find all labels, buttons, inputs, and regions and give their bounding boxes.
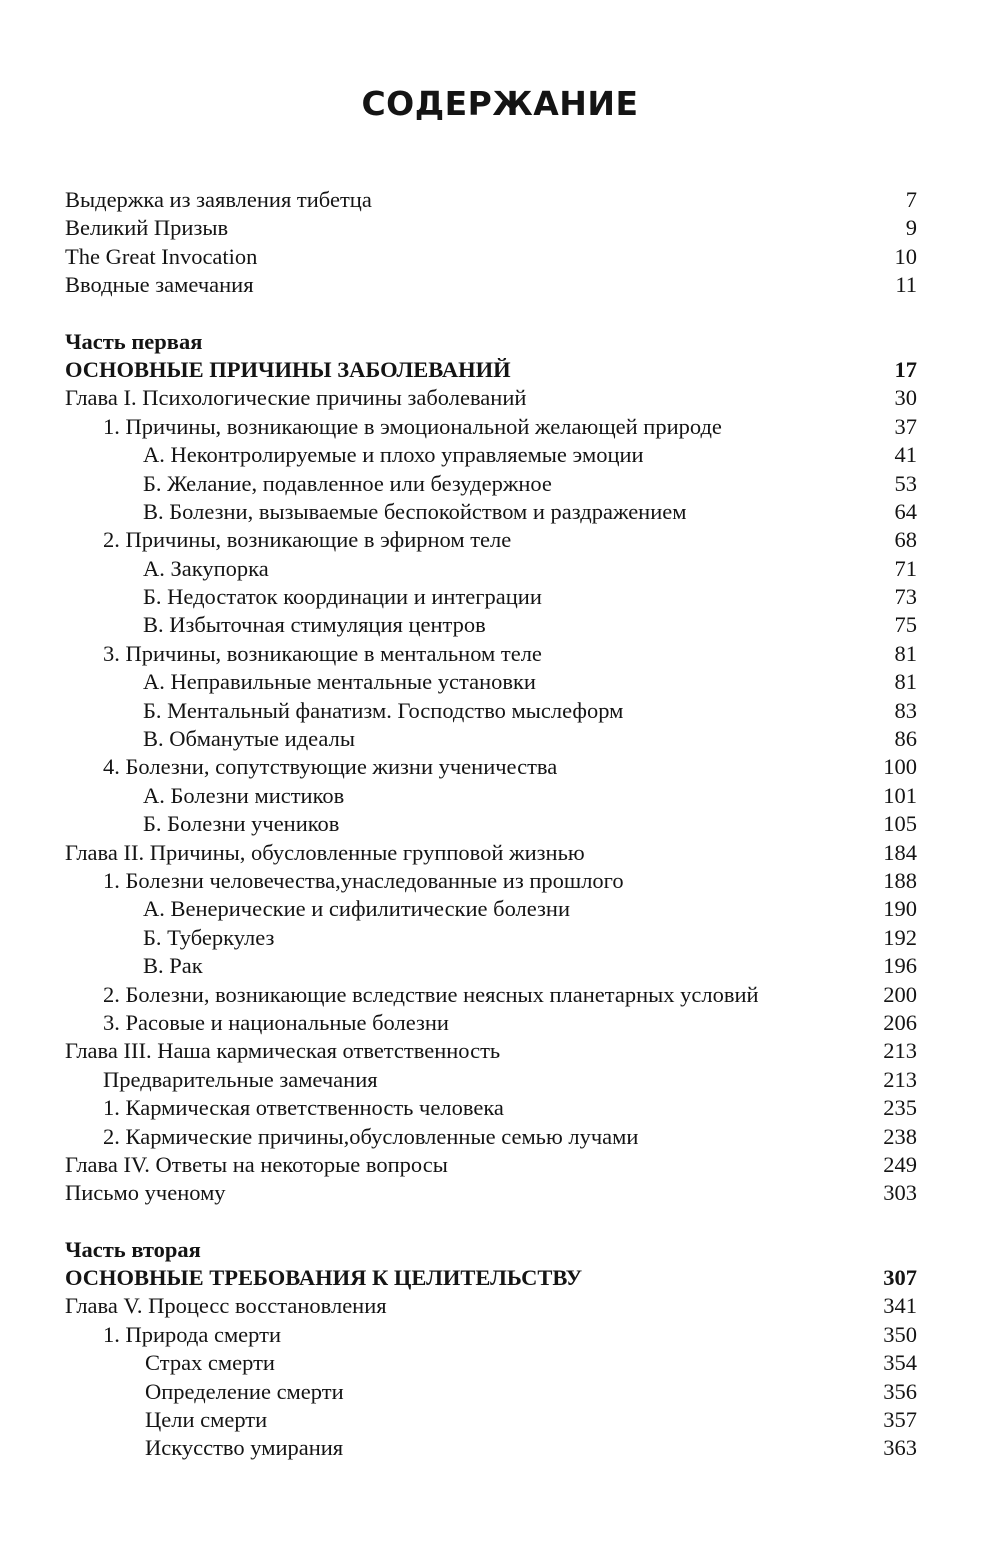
toc-entry-page: 101: [883, 782, 917, 808]
toc-entry[interactable]: [65, 1123, 917, 1151]
toc-entry-page: 71: [894, 555, 917, 581]
toc-entry-page: 213: [883, 1066, 917, 1092]
toc-entry-label: 3. Причины, возникающие в ментальном теле: [103, 640, 542, 666]
toc-entry-label: 1. Болезни человечества,унаследованные из прошлого: [103, 867, 624, 893]
toc-entry[interactable]: [65, 1009, 917, 1037]
toc-entry[interactable]: [65, 583, 917, 611]
toc-entry-page: 213: [883, 1038, 917, 1064]
toc-entry-label: Глава I. Психологические причины заболеваний: [65, 385, 527, 411]
toc-section-page: 17: [894, 356, 917, 382]
toc-entry[interactable]: [65, 1434, 917, 1462]
toc-entry-page: 81: [894, 640, 917, 666]
toc-entry[interactable]: [65, 1378, 917, 1406]
toc-entry[interactable]: [65, 839, 917, 867]
toc-section-page: 307: [883, 1265, 917, 1291]
toc-entry-label: Б. Желание, подавленное или безудержное: [143, 470, 552, 496]
toc-entry-page: 235: [883, 1095, 917, 1121]
toc-entry[interactable]: [65, 271, 917, 299]
part-heading: [65, 1236, 917, 1264]
toc-section[interactable]: [65, 1264, 917, 1292]
toc-entry-page: 354: [883, 1350, 917, 1376]
toc-entry-label: В. Обманутые идеалы: [143, 726, 355, 752]
table-of-contents: [65, 186, 917, 1463]
toc-entry-page: 249: [883, 1151, 917, 1177]
toc-entry-page: 83: [894, 697, 917, 723]
toc-entry[interactable]: [65, 1292, 917, 1320]
toc-entry[interactable]: [65, 952, 917, 980]
toc-entry[interactable]: [65, 214, 917, 242]
page-title: СОДЕРЖАНИЕ: [361, 84, 639, 123]
toc-entry-label: 2. Кармические причины,обусловленные семью лучами: [103, 1123, 639, 1149]
toc-entry-label: А. Неправильные ментальные установки: [143, 669, 536, 695]
toc-entry[interactable]: [65, 526, 917, 554]
toc-entry[interactable]: [65, 1321, 917, 1349]
toc-entry-label: В. Избыточная стимуляция центров: [143, 612, 486, 638]
toc-entry-page: 9: [905, 215, 917, 241]
part-heading: [65, 328, 917, 356]
toc-entry-label: А. Болезни мистиков: [143, 782, 345, 808]
spacer: [65, 300, 917, 328]
toc-entry-page: 73: [894, 584, 917, 610]
toc-entry-page: 64: [894, 498, 917, 524]
toc-entry[interactable]: [65, 555, 917, 583]
toc-entry-page: 37: [894, 413, 917, 439]
toc-entry-page: 10: [894, 243, 917, 269]
toc-entry-page: 188: [883, 867, 917, 893]
toc-entry-page: 363: [883, 1435, 917, 1461]
toc-entry-label: Б. Туберкулез: [143, 924, 275, 950]
toc-entry-label: 2. Причины, возникающие в эфирном теле: [103, 527, 512, 553]
toc-entry[interactable]: [65, 867, 917, 895]
toc-entry-label: 1. Причины, возникающие в эмоциональной желающей природе: [103, 413, 722, 439]
toc-entry-label: Определение смерти: [145, 1378, 344, 1404]
toc-entry-label: Глава IV. Ответы на некоторые вопросы: [65, 1151, 448, 1177]
toc-entry-label: Цели смерти: [145, 1407, 268, 1433]
toc-entry-label: 1. Кармическая ответственность человека: [103, 1095, 504, 1121]
toc-entry-page: 190: [883, 896, 917, 922]
toc-entry-label: Страх смерти: [145, 1350, 275, 1376]
toc-entry-page: 11: [895, 272, 917, 298]
toc-entry[interactable]: [65, 782, 917, 810]
toc-section[interactable]: [65, 356, 917, 384]
toc-entry[interactable]: [65, 498, 917, 526]
toc-entry-page: 81: [894, 669, 917, 695]
toc-entry-page: 303: [883, 1180, 917, 1206]
toc-entry[interactable]: [65, 1151, 917, 1179]
toc-entry[interactable]: [65, 924, 917, 952]
toc-entry[interactable]: [65, 725, 917, 753]
toc-entry[interactable]: [65, 441, 917, 469]
toc-entry-page: 200: [883, 981, 917, 1007]
toc-entry[interactable]: [65, 243, 917, 271]
toc-entry[interactable]: [65, 1037, 917, 1065]
toc-entry[interactable]: [65, 753, 917, 781]
toc-entry-label: Глава II. Причины, обусловленные групповой жизнью: [65, 839, 585, 865]
toc-entry[interactable]: [65, 470, 917, 498]
toc-entry[interactable]: [65, 1094, 917, 1122]
toc-entry-page: 30: [894, 385, 917, 411]
toc-entry-label: Глава V. Процесс восстановления: [65, 1293, 387, 1319]
toc-entry[interactable]: [65, 1179, 917, 1207]
toc-entry-page: 350: [883, 1321, 917, 1347]
toc-entry-label: Б. Недостаток координации и интеграции: [143, 584, 542, 610]
toc-entry-label: Великий Призыв: [65, 215, 229, 241]
toc-entry[interactable]: [65, 186, 917, 214]
toc-section-label: ОСНОВНЫЕ ПРИЧИНЫ ЗАБОЛЕВАНИЙ: [65, 356, 511, 382]
toc-entry-page: 105: [883, 811, 917, 837]
toc-entry[interactable]: [65, 1066, 917, 1094]
toc-entry-label: 1. Природа смерти: [103, 1321, 281, 1347]
toc-entry[interactable]: [65, 1349, 917, 1377]
toc-entry-page: 341: [883, 1293, 917, 1319]
toc-section-label: ОСНОВНЫЕ ТРЕБОВАНИЯ К ЦЕЛИТЕЛЬСТВУ: [65, 1265, 583, 1291]
toc-entry-page: 75: [894, 612, 917, 638]
toc-entry-label: Письмо ученому: [65, 1180, 226, 1206]
spacer: [65, 1208, 917, 1236]
toc-entry-label: 4. Болезни, сопутствующие жизни ученичества: [103, 754, 558, 780]
toc-entry-page: 7: [905, 187, 917, 212]
toc-entry-page: 238: [883, 1123, 917, 1149]
toc-entry-page: 100: [883, 754, 917, 780]
toc-entry-label: Глава III. Наша кармическая ответственность: [65, 1038, 501, 1064]
toc-entry[interactable]: [65, 810, 917, 838]
toc-entry[interactable]: [65, 697, 917, 725]
toc-entry-label: 3. Расовые и национальные болезни: [103, 1009, 449, 1035]
toc-entry-label: The Great Invocation: [65, 243, 258, 269]
part-heading-label: Часть первая: [65, 328, 203, 354]
toc-entry[interactable]: [65, 668, 917, 696]
part-heading-label: Часть вторая: [65, 1236, 201, 1262]
toc-entry-label: Б. Ментальный фанатизм. Господство мыслеформ: [143, 697, 624, 723]
toc-entry-page: 184: [883, 839, 917, 865]
toc-entry-label: А. Венерические и сифилитические болезни: [143, 896, 570, 922]
toc-entry-label: Выдержка из заявления тибетца: [65, 187, 372, 212]
toc-entry-page: 196: [883, 953, 917, 979]
toc-entry-page: 192: [883, 924, 917, 950]
toc-entry-label: А. Закупорка: [143, 555, 269, 581]
toc-entry-page: 53: [894, 470, 917, 496]
toc-entry[interactable]: [65, 1406, 917, 1434]
toc-entry-label: Искусство умирания: [145, 1435, 344, 1461]
toc-entry[interactable]: [65, 640, 917, 668]
toc-entry[interactable]: [65, 981, 917, 1009]
toc-entry-label: А. Неконтролируемые и плохо управляемые эмоции: [143, 442, 644, 468]
toc-entry-page: 206: [883, 1009, 917, 1035]
toc-entry-page: 86: [894, 726, 917, 752]
toc-entry-page: 68: [894, 527, 917, 553]
toc-entry[interactable]: [65, 611, 917, 639]
toc-entry-label: В. Рак: [143, 953, 203, 979]
toc-entry[interactable]: [65, 895, 917, 923]
toc-entry-label: Вводные замечания: [65, 272, 254, 298]
toc-entry-label: В. Болезни, вызываемые беспокойством и раздражением: [143, 498, 687, 524]
toc-entry-label: Б. Болезни учеников: [143, 811, 340, 837]
toc-entry-page: 41: [894, 442, 917, 468]
toc-entry[interactable]: [65, 384, 917, 412]
toc-entry-label: 2. Болезни, возникающие вследствие неясных планетарных условий: [103, 981, 759, 1007]
toc-entry-page: 357: [883, 1407, 917, 1433]
toc-entry-page: 356: [883, 1378, 917, 1404]
toc-entry[interactable]: [65, 413, 917, 441]
toc-entry-label: Предварительные замечания: [103, 1066, 378, 1092]
